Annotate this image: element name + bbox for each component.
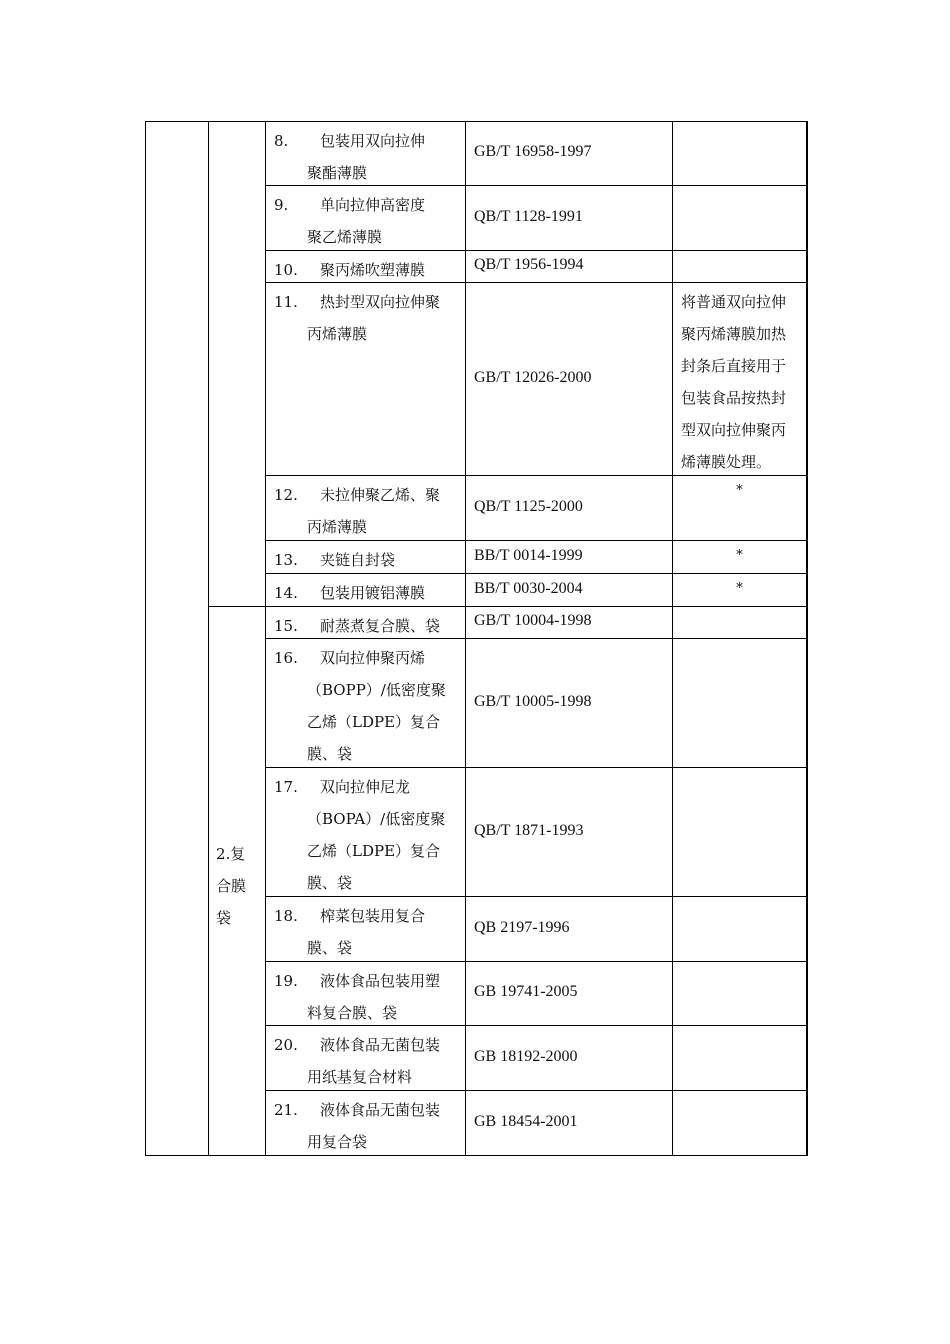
standard-code: GB 18454-2001	[474, 1112, 578, 1130]
standard-code: GB/T 10005-1998	[474, 692, 592, 710]
note-mark: *	[736, 548, 743, 563]
item-number: 10.	[274, 261, 298, 279]
standard-code: BB/T 0014-1999	[474, 546, 583, 564]
item-name: 包装用镀铝薄膜	[320, 584, 426, 602]
item-name: 料复合膜、袋	[307, 1004, 398, 1022]
note-mark: *	[736, 581, 743, 596]
item-name: 乙烯（LDPE）复合	[307, 842, 441, 860]
item-name: 液体食品无菌包装	[320, 1101, 441, 1119]
item-name: 聚丙烯吹塑薄膜	[320, 261, 426, 279]
item-number: 17.	[274, 778, 298, 796]
item-name: 用复合袋	[307, 1133, 368, 1151]
category-label: 2.复	[216, 845, 246, 863]
item-name: 耐蒸煮复合膜、袋	[320, 617, 441, 635]
note-text: 包装食品按热封	[681, 389, 787, 407]
item-number: 8.	[274, 132, 289, 150]
table-border-left	[145, 121, 146, 1156]
item-number: 15.	[274, 617, 298, 635]
note-text: 封条后直接用于	[681, 357, 787, 375]
item-name: 包装用双向拉伸	[320, 132, 426, 150]
standard-code: GB 19741-2005	[474, 983, 578, 1000]
note-text: 将普通双向拉伸	[681, 293, 787, 311]
item-number: 20.	[274, 1036, 298, 1054]
item-number: 19.	[274, 972, 298, 990]
item-number: 18.	[274, 907, 298, 925]
item-name: （BOPA）/低密度聚	[307, 810, 446, 828]
column-divider	[208, 121, 209, 1156]
item-name: 用纸基复合材料	[307, 1068, 413, 1086]
item-name: 热封型双向拉伸聚	[320, 293, 441, 311]
item-name: 液体食品包装用塑	[320, 972, 441, 990]
standard-code: GB/T 10004-1998	[474, 612, 592, 629]
item-name: 榨菜包装用复合	[320, 907, 426, 925]
category-label: 袋	[216, 909, 232, 927]
table-border-bottom	[145, 1155, 808, 1156]
item-number: 16.	[274, 649, 298, 667]
item-number: 21.	[274, 1101, 298, 1119]
item-number: 11.	[274, 293, 298, 311]
item-number: 9.	[274, 196, 289, 214]
note-text: 烯薄膜处理。	[681, 453, 772, 471]
standard-code: QB/T 1128-1991	[474, 207, 583, 225]
item-name: 夹链自封袋	[320, 551, 396, 569]
item-name: 乙烯（LDPE）复合	[307, 713, 441, 731]
item-name: 膜、袋	[307, 939, 353, 957]
standard-code: QB/T 1125-2000	[474, 497, 583, 515]
item-name: 膜、袋	[307, 745, 353, 763]
item-name: 双向拉伸聚丙烯	[320, 649, 426, 667]
note-text: 型双向拉伸聚丙	[681, 421, 787, 439]
item-name: 双向拉伸尼龙	[320, 778, 411, 796]
note-mark: *	[736, 483, 743, 498]
standard-code: QB/T 1956-1994	[474, 256, 584, 273]
standard-code: GB 18192-2000	[474, 1047, 578, 1065]
standard-code: QB/T 1871-1993	[474, 821, 584, 839]
item-name: 单向拉伸高密度	[320, 196, 426, 214]
item-number: 14.	[274, 584, 298, 602]
standard-code: GB/T 12026-2000	[474, 368, 592, 386]
item-name: 丙烯薄膜	[307, 325, 368, 343]
note-text: 聚丙烯薄膜加热	[681, 325, 787, 343]
group-divider	[208, 606, 265, 607]
item-name: 未拉伸聚乙烯、聚	[320, 486, 441, 504]
item-number: 13.	[274, 551, 298, 569]
standard-code: GB/T 16958-1997	[474, 143, 592, 160]
item-name: 液体食品无菌包装	[320, 1036, 441, 1054]
standard-code: BB/T 0030-2004	[474, 579, 583, 597]
table-border-top	[145, 121, 808, 122]
item-name: 聚乙烯薄膜	[307, 228, 383, 246]
category-label: 合膜	[216, 877, 247, 895]
item-name: 聚酯薄膜	[307, 164, 368, 182]
item-name: 丙烯薄膜	[307, 518, 368, 536]
item-name: 膜、袋	[307, 874, 353, 892]
item-name: （BOPP）/低密度聚	[307, 681, 446, 699]
standard-code: QB 2197-1996	[474, 918, 570, 936]
item-number: 12.	[274, 486, 298, 504]
